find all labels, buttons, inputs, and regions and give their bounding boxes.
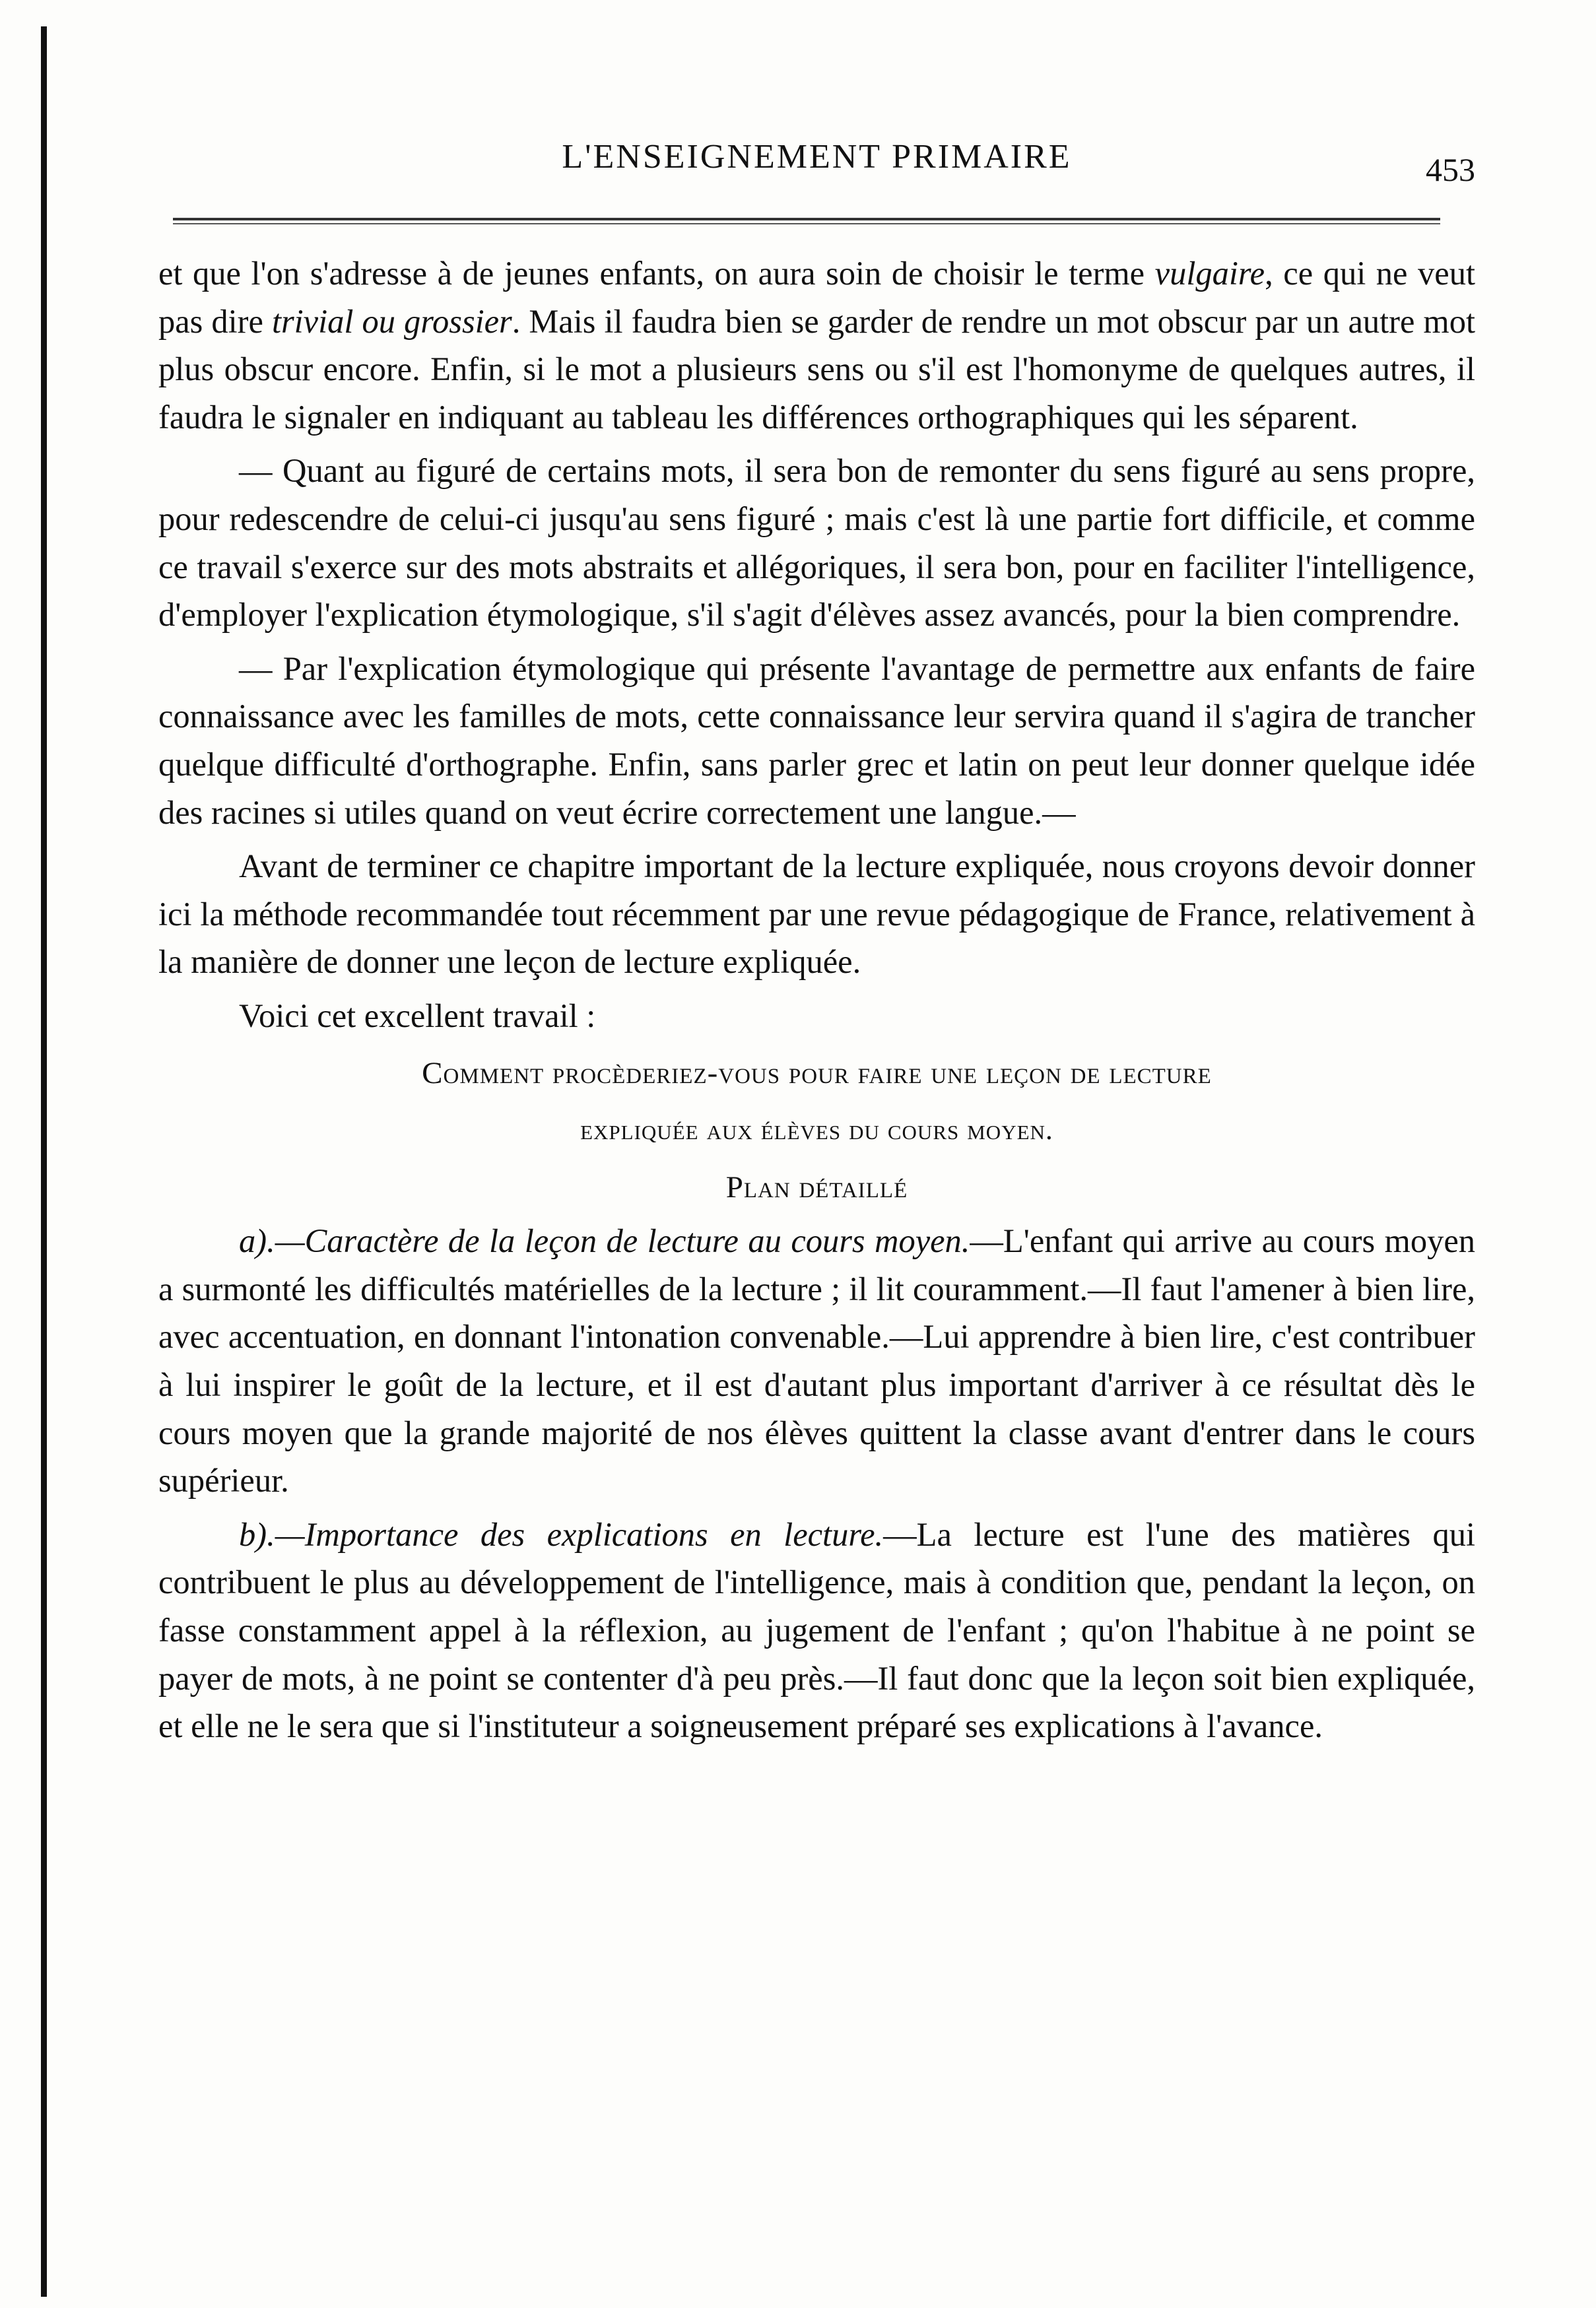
section-b xyxy=(158,1511,1475,1750)
section-heading-line-2: expliquée aux élèves du cours moyen. xyxy=(580,1113,1053,1146)
p1-italic-trivial: trivial ou grossier xyxy=(271,302,512,340)
p1-italic-vulgaire: vulgaire xyxy=(1154,255,1265,292)
paragraph-1 xyxy=(158,249,1475,441)
binding-edge xyxy=(41,26,47,2297)
section-b-text: —La lecture est l'une des matières qui contribuent le plus au développement de l'intelligence, mais à condition que, pendant la leçon, on fasse constamment appel à la réflexion, au jugement de l'enfant ; qu'on l'habitue à ne point se payer de mots, à ne point se contenter d'à peu près.—Il faut donc que la leçon soit bien expliquée, et elle ne le sera que si l'instituteur a soigneusement préparé ses explications à l'avance. xyxy=(158,1515,1475,1745)
section-a xyxy=(158,1217,1475,1505)
page-number: 453 xyxy=(1426,151,1475,188)
section-b-label: b).— xyxy=(239,1515,305,1553)
p1-text-b: , ce qui ne veut pas dire xyxy=(158,255,1475,340)
paragraph-2: — Quant au figuré de certains mots, il sera bon de remonter du sens figuré au sens propre, pour redescendre de celui-ci jusqu'au sens figuré ; mais c'est là une partie fort difficile, et comme ce travail s'exerce sur des mots abstraits et allégoriques, il sera bon, pour en faciliter l'intelligence, d'employer l'explication étymologique, s'il s'agit d'élèves assez avancés, pour la bien comprendre. xyxy=(158,452,1475,634)
section-b-title: Importance des explications en lecture. xyxy=(304,1515,884,1553)
plan-heading: Plan détaillé xyxy=(725,1170,908,1204)
header-rule xyxy=(173,218,1440,224)
section-a-title: Caractère de la leçon de lecture au cours moyen. xyxy=(304,1222,970,1260)
paragraph-3: — Par l'explication étymologique qui présente l'avantage de permettre aux enfants de faire connaissance avec les familles de mots, cette connaissance leur servira quand il s'agira de trancher quelque difficulté d'orthographe. Enfin, sans parler grec et latin on peut leur donner quelque idée des racines si utiles quand on veut écrire correctement une langue.— xyxy=(158,649,1475,831)
section-heading-line-1: Comment procèderiez-vous pour faire une leçon de lecture xyxy=(422,1055,1212,1090)
running-title: L'ENSEIGNEMENT PRIMAIRE xyxy=(562,138,1072,176)
running-header xyxy=(158,137,1475,197)
section-a-label: a).— xyxy=(239,1222,305,1260)
paragraph-4: Avant de terminer ce chapitre important de la lecture expliquée, nous croyons devoir donner ici la méthode recommandée tout récemment par une revue pédagogique de France, relativement à la manière de donner une leçon de lecture expliquée. xyxy=(158,847,1475,981)
page-body xyxy=(158,249,1475,1750)
p1-text-a: et que l'on s'adresse à de jeunes enfants, on aura soin de choisir le terme xyxy=(158,255,1155,292)
section-a-text: —L'enfant qui arrive au cours moyen a surmonté les difficultés matérielles de la lecture ; il lit couramment.—Il faut l'amener à bien lire, avec accentuation, en donnant l'intonation convenable.—Lui apprendre à bien lire, c'est contribuer à lui inspirer le goût de la lecture, et il est d'autant plus important d'arriver à ce résultat dès le cours moyen que la grande majorité de nos élèves quittent la classe avant d'entrer dans le cours supérieur. xyxy=(158,1222,1475,1500)
paragraph-5: Voici cet excellent travail : xyxy=(239,997,596,1034)
p1-text-c: . Mais il faudra bien se garder de rendre un mot obscur par un autre mot plus obscur encore. Enfin, si le mot a plusieurs sens ou s'il est l'homonyme de quelques autres, il faudra le signaler en indiquant au tableau les différences orthographiques qui les séparent. xyxy=(158,302,1475,436)
